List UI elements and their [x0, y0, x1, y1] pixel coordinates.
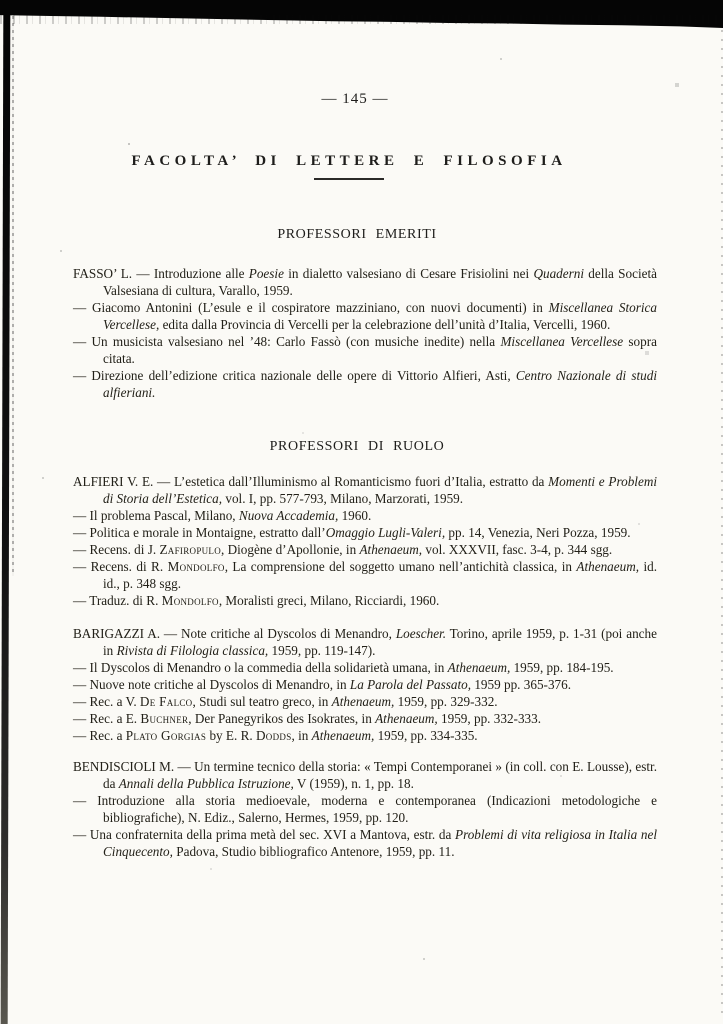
text-run: — Nuove note critiche al Dyscolos di Menandro, in [73, 677, 350, 692]
text-run: Torino, aprile 1959, p. 1-31 (poi anche in [103, 626, 657, 658]
text-run: — Giacomo Antonini (L’esule e il cospiratore mazziniano, con nuovi documenti) in [73, 300, 549, 315]
text-run: — Il problema Pascal, Milano, [73, 508, 239, 523]
italic-text-run: Quaderni [533, 266, 585, 281]
section-professori-emeriti [73, 227, 657, 401]
smallcaps-name-run: Mondolfo [161, 593, 219, 608]
bibliography-entry [73, 473, 657, 507]
page-content [73, 0, 657, 860]
text-run: BENDISCIOLI M. — Un termine tecnico della storia: « Tempi Contemporanei » (in coll. con E. Lousse), estr. da [73, 759, 657, 791]
text-run: — Rec. a E. [73, 711, 141, 726]
scan-binding-strip [1, 10, 11, 1024]
bibliography-entry [73, 333, 657, 367]
italic-text-run: Momenti e Problemi di Storia dell’Estetica, [103, 474, 658, 506]
faculty-title: FACOLTA’ DI LETTERE E FILOSOFIA [131, 153, 567, 169]
text-run: 1960. [338, 508, 372, 523]
italic-text-run: Centro Nazionale di studi alfieriani. [103, 368, 657, 400]
text-run: 1959, pp. 119-147). [268, 643, 376, 658]
text-run: sopra citata. [103, 334, 657, 366]
bibliography-entry [73, 507, 657, 524]
smallcaps-name-run: Zafiropulo [159, 542, 222, 557]
italic-text-run: Annali della Pubblica Istruzione, [118, 776, 294, 791]
text-run: — Introduzione alla storia medioevale, moderna e contemporanea (Indicazioni metodologiche e bibliografiche), N. Ediz., Salerno, Hermes, 1959, pp. 120. [73, 793, 657, 825]
bibliography-entry [73, 524, 657, 541]
italic-text-run: Problemi di vita religiosa in Italia nel Cinquecento, [103, 827, 657, 859]
title-rule [314, 178, 384, 180]
italic-text-run: Nuova Accademia, [238, 508, 339, 523]
text-run: — Traduz. di R. [73, 593, 162, 608]
bibliography-entry [73, 299, 657, 333]
author-block-barigazzi [73, 625, 657, 744]
text-run: 1959, pp. 332-333. [437, 711, 542, 726]
text-run: vol. I, pp. 577-793, Milano, Marzorati, 1959. [222, 491, 464, 506]
section-heading-emeriti: PROFESSORI EMERITI [277, 227, 437, 242]
bibliography-entry [73, 826, 657, 860]
text-run: 1959, pp. 334-335. [374, 728, 478, 743]
bibliography-entry [73, 676, 657, 693]
bibliography-entry [73, 693, 657, 710]
bibliography-entry [73, 592, 657, 609]
text-run: Padova, Studio bibliografico Antenore, 1959, pp. 11. [172, 844, 455, 859]
bibliography-entry [73, 792, 657, 826]
text-run: — Recens. di R. [73, 559, 168, 574]
text-run: , Moralisti greci, Milano, Ricciardi, 1960. [218, 593, 440, 608]
bibliography-entry [73, 758, 657, 792]
author-block-alfieri [73, 473, 657, 609]
text-run: , Diogène d’Apollonie, in [221, 542, 360, 557]
text-run: — Politica e morale in Montaigne, estratto dall’ [73, 525, 326, 540]
text-run: della Società Valsesiana di cultura, Varallo, 1959. [103, 266, 657, 298]
text-run: ALFIERI V. E. — L’estetica dall’Illuminismo al Romanticismo fuori d’Italia, estratto da [73, 474, 549, 489]
section-professori-di-ruolo [73, 439, 657, 860]
text-run: FASSO’ L. — Introduzione alle [73, 266, 249, 281]
smallcaps-name-run: Plato Gorgias [125, 728, 207, 743]
italic-text-run: Miscellanea Vercellese [500, 334, 624, 349]
bibliography-entry [73, 367, 657, 401]
text-run: 1959 pp. 365-376. [471, 677, 572, 692]
italic-text-run: Loescher. [395, 626, 447, 641]
author-block-fasso [73, 265, 657, 401]
bibliography-entry [73, 727, 657, 744]
smallcaps-name-run: De Falco [139, 694, 193, 709]
italic-text-run: Athenaeum, [311, 728, 375, 743]
bibliography-entry [73, 265, 657, 299]
italic-text-run: Omaggio Lugli-Valeri, [325, 525, 446, 540]
text-run: pp. 14, Venezia, Neri Pozza, 1959. [445, 525, 631, 540]
smallcaps-name-run: Mondolfo [167, 559, 225, 574]
author-block-bendiscioli [73, 758, 657, 860]
italic-text-run: Athenaeum, [331, 694, 395, 709]
text-run: — Il Dyscolos di Menandro o la commedia della solidarietà umana, in [73, 660, 448, 675]
text-run: , Studi sul teatro greco, in [192, 694, 332, 709]
italic-text-run: Athenaeum, [359, 542, 423, 557]
bibliography-entry [73, 625, 657, 659]
text-run: — Una confraternita della prima metà del sec. XVI a Mantova, estr. da [73, 827, 456, 842]
text-run: , Der Panegyrikos des Isokrates, in [188, 711, 376, 726]
italic-text-run: Athenaeum, [576, 559, 640, 574]
text-run: 1959, pp. 329-332. [394, 694, 498, 709]
section-heading-ruolo: PROFESSORI DI RUOLO [269, 439, 445, 454]
text-run: 1959, pp. 184-195. [510, 660, 614, 675]
italic-text-run: La Parola del Passato, [349, 677, 472, 692]
text-run: id. id., p. 348 sgg. [103, 559, 657, 591]
bibliography-entry [73, 558, 657, 592]
text-run: , La comprensione del soggetto umano nell’antichità classica, in [224, 559, 577, 574]
text-run: — Rec. a V. [73, 694, 140, 709]
text-run: by E. R. [206, 728, 256, 743]
italic-text-run: Poesie [248, 266, 284, 281]
text-run: , in [291, 728, 312, 743]
text-run: in dialetto valsesiano di Cesare Frisiolini nei [283, 266, 534, 281]
bibliography-entry [73, 710, 657, 727]
italic-text-run: Athenaeum, [375, 711, 438, 726]
italic-text-run: Miscellanea Storica Vercellese, [103, 300, 658, 332]
bibliography-entry [73, 541, 657, 558]
text-run: — Recens. di J. [73, 542, 160, 557]
smallcaps-name-run: Buchner [140, 711, 189, 726]
page-number: — 145 — [321, 91, 389, 107]
scan-binding-line [12, 16, 14, 576]
bibliography-entry [73, 659, 657, 676]
text-run: BARIGAZZI A. — Note critiche al Dyscolos di Menandro, [73, 626, 396, 641]
italic-text-run: Athenaeum, [447, 660, 511, 675]
text-run: — Rec. a [73, 728, 126, 743]
text-run: V (1959), n. 1, pp. 18. [293, 776, 414, 791]
scan-speckles [0, 0, 2, 2]
text-run: — Un musicista valsesiano nel ’48: Carlo Fassò (con musiche inedite) nella [73, 334, 501, 349]
text-run: — Direzione dell’edizione critica nazionale delle opere di Vittorio Alfieri, Asti, [73, 368, 516, 383]
text-run: edita dalla Provincia di Vercelli per la celebrazione dell’unità d’Italia, Vercelli, 1960. [159, 317, 611, 332]
smallcaps-name-run: Dodds [255, 728, 292, 743]
text-run: vol. XXXVII, fasc. 3-4, p. 344 sgg. [422, 542, 613, 557]
italic-text-run: Rivista di Filologia classica, [116, 643, 269, 658]
